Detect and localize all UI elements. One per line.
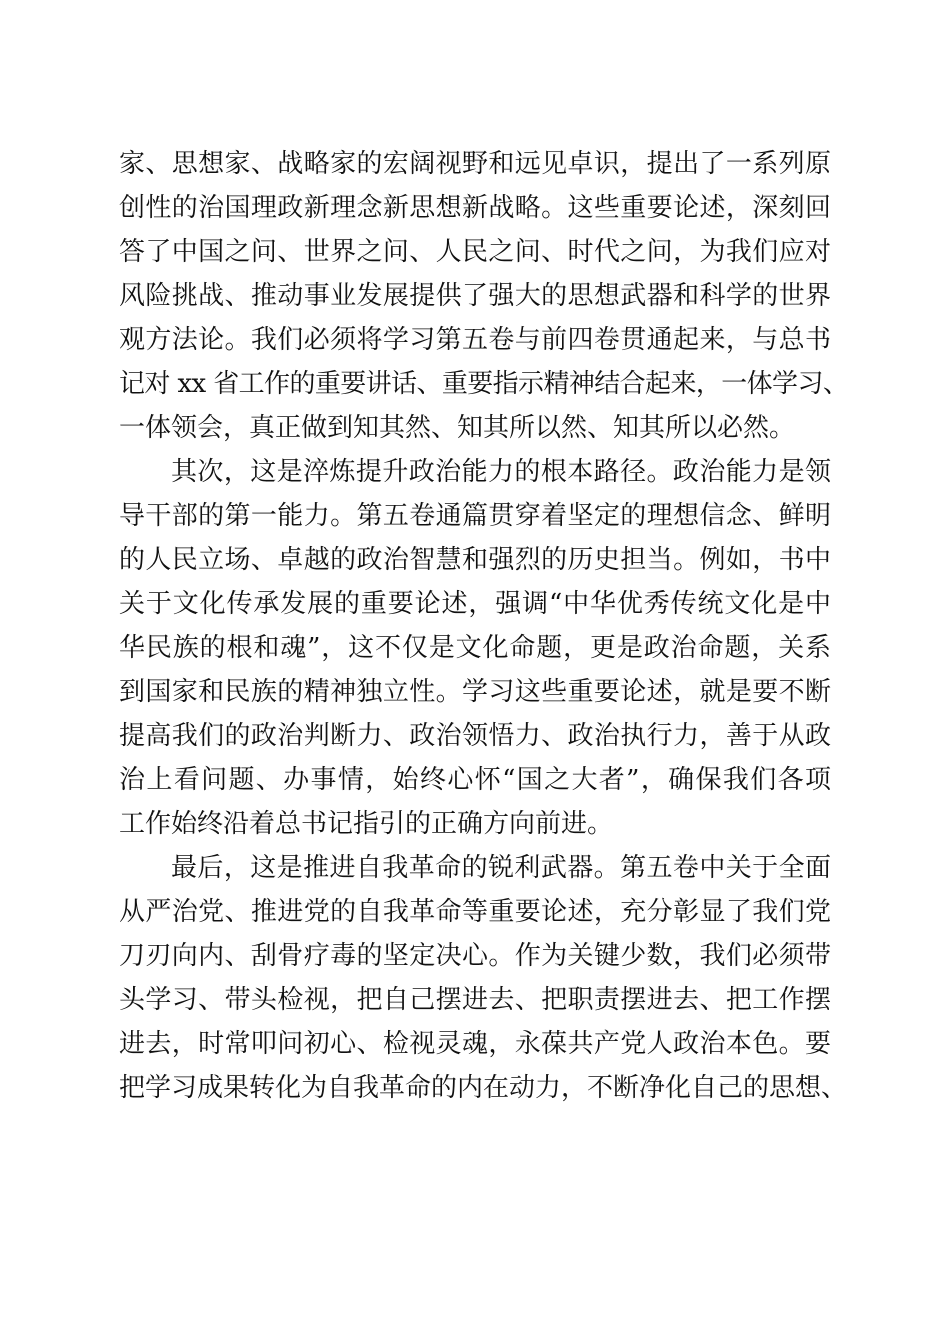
text-line: 进去，时常叩问初心、检视灵魂，永葆共产党人政治本色。要 [119,1029,831,1059]
text-line: 提高我们的政治判断力、政治领悟力、政治执行力，善于从政 [119,721,831,751]
text-line: 到国家和民族的精神独立性。学习这些重要论述，就是要不断 [119,677,831,707]
text-line: 的人民立场、卓越的政治智慧和强烈的历史担当。例如，书中 [119,545,831,575]
text-line: 刀刃向内、刮骨疗毒的坚定决心。作为关键少数，我们必须带 [119,941,831,971]
text-line: 家、思想家、战略家的宏阔视野和远见卓识，提出了一系列原 [119,149,831,179]
paragraph-3 [119,846,848,1110]
text-line: 答了中国之问、世界之问、人民之问、时代之问，为我们应对 [119,237,831,267]
text-line: 治上看问题、办事情，始终心怀“国之大者”，确保我们各项 [119,765,831,795]
text-line: 观方法论。我们必须将学习第五卷与前四卷贯通起来，与总书 [119,325,831,355]
text-line: 最后，这是推进自我革命的锐利武器。第五卷中关于全面 [171,853,831,883]
text-line: 从严治党、推进党的自我革命等重要论述，充分彰显了我们党 [119,897,831,927]
body-text [119,142,849,1110]
paragraph-1 [119,142,849,450]
text-line: 华民族的根和魂”，这不仅是文化命题，更是政治命题，关系 [119,633,831,663]
text-line: 把学习成果转化为自我革命的内在动力，不断净化自己的思想、 [119,1073,848,1103]
text-line: 风险挑战、推动事业发展提供了强大的思想武器和科学的世界 [119,281,831,311]
text-line: 导干部的第一能力。第五卷通篇贯穿着坚定的理想信念、鲜明 [119,501,831,531]
text-line: 记对 xx 省工作的重要讲话、重要指示精神结合起来，一体学习、 [119,369,849,399]
text-line: 头学习、带头检视，把自己摆进去、把职责摆进去、把工作摆 [119,985,831,1015]
text-line: 关于文化传承发展的重要论述，强调“中华优秀传统文化是中 [119,589,831,619]
text-line: 一体领会，真正做到知其然、知其所以然、知其所以必然。 [119,413,796,443]
text-line: 其次，这是淬炼提升政治能力的根本路径。政治能力是领 [171,457,831,487]
text-line: 创性的治国理政新理念新思想新战略。这些重要论述，深刻回 [119,193,831,223]
text-line: 工作始终沿着总书记指引的正确方向前进。 [119,809,614,839]
paragraph-2 [119,450,831,846]
